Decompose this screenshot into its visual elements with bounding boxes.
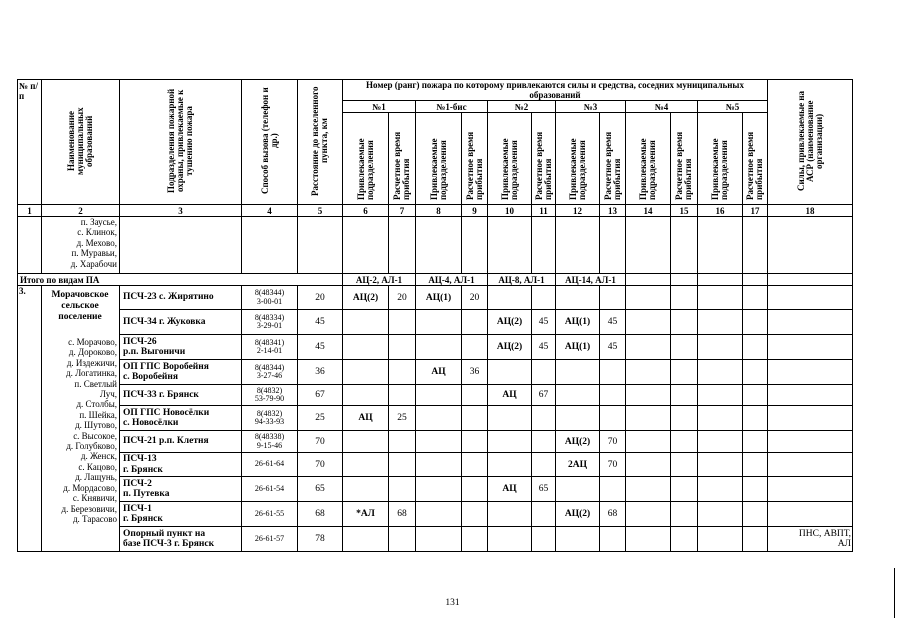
call-phone: 26-61-57 (242, 527, 298, 552)
column-number: 17 (743, 205, 768, 217)
totals-empty-15 (671, 274, 698, 286)
cell-c12 (556, 406, 600, 431)
cell-c17 (743, 310, 768, 335)
table-row (18, 406, 853, 431)
header-sub-time-rank-5 (671, 113, 698, 205)
header-asr (768, 80, 853, 205)
cell-c15 (671, 406, 698, 431)
call-phone: 8(4832) 94-33-93 (242, 406, 298, 431)
cell-c11 (532, 286, 556, 310)
column-number: 1 (18, 205, 42, 217)
cell-c16 (698, 453, 743, 477)
cell-c11: 45 (532, 310, 556, 335)
column-number: 12 (556, 205, 600, 217)
cell-c10: АЦ(2) (488, 335, 532, 360)
cell-c10 (488, 431, 532, 453)
table-row (18, 286, 853, 310)
cell-c16 (698, 406, 743, 431)
table-row (18, 477, 853, 502)
cell-c17 (743, 335, 768, 360)
distance-value: 67 (298, 385, 343, 406)
header-sub-time-text: Расчетное время прибытия (533, 131, 553, 200)
cell-c7: 68 (389, 502, 416, 527)
cell-c7 (389, 477, 416, 502)
cell-c12: АЦ(1) (556, 310, 600, 335)
prev-empty-7 (389, 217, 416, 274)
column-number: 10 (488, 205, 532, 217)
distance-value: 70 (298, 453, 343, 477)
cell-c11: 45 (532, 335, 556, 360)
cell-c16 (698, 286, 743, 310)
header-sub-time-text: Расчетное время прибытия (602, 131, 622, 200)
cell-c9 (462, 502, 488, 527)
rank-4: №4 (626, 101, 698, 113)
prev-empty-15 (671, 217, 698, 274)
cell-c7 (389, 431, 416, 453)
totals-empty-16 (698, 274, 743, 286)
cell-c15 (671, 527, 698, 552)
cell-c14 (626, 360, 671, 385)
cell-c11: 65 (532, 477, 556, 502)
cell-c8: АЦ (416, 360, 462, 385)
cell-c16 (698, 335, 743, 360)
cell-c9: 36 (462, 360, 488, 385)
cell-c11 (532, 406, 556, 431)
distance-value: 45 (298, 335, 343, 360)
cell-c14 (626, 502, 671, 527)
cell-c8 (416, 431, 462, 453)
distance-value: 65 (298, 477, 343, 502)
column-number: 8 (416, 205, 462, 217)
cell-c13 (600, 286, 626, 310)
fire-unit-name: ПСЧ-21 р.п. Клетня (120, 431, 242, 453)
header-sub-time-rank-4 (600, 113, 626, 205)
fire-unit-name: ОП ГПС Новосёлки с. Новосёлки (120, 406, 242, 431)
table-row (18, 527, 853, 552)
cell-c17 (743, 527, 768, 552)
header-sub-units-text: Привлекаемые подразделения (355, 138, 375, 200)
asr-forces (768, 286, 853, 310)
asr-forces (768, 335, 853, 360)
cell-c12: АЦ(2) (556, 431, 600, 453)
cell-c8 (416, 310, 462, 335)
cell-c9: 20 (462, 286, 488, 310)
cell-c8 (416, 335, 462, 360)
cell-c9 (462, 385, 488, 406)
header-sub-units-rank-4 (556, 113, 600, 205)
header-sub-units-text: Привлекаемые подразделения (710, 138, 729, 200)
cell-c11 (532, 360, 556, 385)
cell-c9 (462, 527, 488, 552)
cell-c12 (556, 527, 600, 552)
prev-empty-10 (488, 217, 532, 274)
cell-c12 (556, 286, 600, 310)
header-units (120, 80, 242, 205)
column-number: 13 (600, 205, 626, 217)
cell-c9 (462, 310, 488, 335)
header-sub-time-text: Расчетное время прибытия (674, 131, 693, 200)
cell-c14 (626, 286, 671, 310)
cell-c7: 20 (389, 286, 416, 310)
prev-empty-5 (298, 217, 343, 274)
header-sub-time-rank-1 (389, 113, 416, 205)
header-sub-units-text: Привлекаемые подразделения (567, 138, 587, 200)
cell-c13: 45 (600, 335, 626, 360)
header-sub-units-rank-3 (488, 113, 532, 205)
fire-unit-name: ПСЧ-33 г. Брянск (120, 385, 242, 406)
column-number: 11 (532, 205, 556, 217)
prev-empty-3 (120, 217, 242, 274)
header-sub-units-text: Привлекаемые подразделения (638, 138, 657, 200)
fire-unit-name: ПСЧ-13 г. Брянск (120, 453, 242, 477)
call-phone: 8(48341) 2-14-01 (242, 335, 298, 360)
header-sub-units-rank-5 (626, 113, 671, 205)
cell-c8 (416, 406, 462, 431)
header-sub-time-rank-2 (462, 113, 488, 205)
fire-unit-name: ПСЧ-1 г. Брянск (120, 502, 242, 527)
call-phone: 8(48344) 3-00-01 (242, 286, 298, 310)
column-number: 14 (626, 205, 671, 217)
fire-unit-name: ПСЧ-23 с. Жирятино (120, 286, 242, 310)
cell-c8 (416, 527, 462, 552)
fire-unit-name: ПСЧ-34 г. Жуковка (120, 310, 242, 335)
cell-c13: 70 (600, 453, 626, 477)
prev-empty-17 (743, 217, 768, 274)
cell-c14 (626, 431, 671, 453)
cell-c16 (698, 527, 743, 552)
distance-value: 78 (298, 527, 343, 552)
cell-c6 (343, 335, 389, 360)
section-settlements: с. Морачово, д. Дороково, д. Издежичи, д. Логатинка, п. Светлый Луч, д. Столбы, п. Шейка, д. Шутово, с. Высокое, д. Голубково, д. Женск, с. Кацово, д. Лащунь, д. Мордасово, с. Княвичи, д. Березовичи, д. Тарасово (61, 337, 117, 524)
cell-c10 (488, 502, 532, 527)
cell-c15 (671, 453, 698, 477)
rank-2: №2 (488, 101, 556, 113)
cell-c6 (343, 360, 389, 385)
table-row (18, 335, 853, 360)
rank-5: №5 (698, 101, 768, 113)
cell-c15 (671, 335, 698, 360)
call-phone: 8(48344) 3-27-46 (242, 360, 298, 385)
call-phone: 8(48334) 3-29-01 (242, 310, 298, 335)
cell-c14 (626, 385, 671, 406)
cell-c16 (698, 502, 743, 527)
cell-c12: АЦ(2) (556, 502, 600, 527)
cell-c11 (532, 431, 556, 453)
cell-c7: 25 (389, 406, 416, 431)
prev-empty-14 (626, 217, 671, 274)
section-municipality (42, 286, 120, 552)
cell-c9 (462, 453, 488, 477)
call-phone: 26-61-55 (242, 502, 298, 527)
cell-c17 (743, 360, 768, 385)
prev-num (18, 217, 42, 274)
asr-forces (768, 406, 853, 431)
header-sub-units-rank-2 (416, 113, 462, 205)
cell-c10: АЦ (488, 477, 532, 502)
cell-c8 (416, 453, 462, 477)
cell-c9 (462, 335, 488, 360)
cell-c13: 68 (600, 502, 626, 527)
totals-rank1: АЦ-2, АЛ-1 (343, 274, 416, 286)
asr-forces (768, 502, 853, 527)
cell-c15 (671, 431, 698, 453)
cell-c7 (389, 310, 416, 335)
cell-c9 (462, 477, 488, 502)
prev-empty-12 (556, 217, 600, 274)
distance-value: 36 (298, 360, 343, 385)
cell-c16 (698, 360, 743, 385)
cell-c13 (600, 527, 626, 552)
cell-c13 (600, 385, 626, 406)
cell-c14 (626, 477, 671, 502)
cell-c15 (671, 360, 698, 385)
rank-1bis: №1-бис (416, 101, 488, 113)
prev-empty-8 (416, 217, 462, 274)
cell-c6 (343, 527, 389, 552)
cell-c17 (743, 431, 768, 453)
cell-c11: 67 (532, 385, 556, 406)
header-call (242, 80, 298, 205)
cell-c17 (743, 453, 768, 477)
cell-c13: 45 (600, 310, 626, 335)
cell-c6: АЦ(2) (343, 286, 389, 310)
cell-c6 (343, 431, 389, 453)
cell-c14 (626, 310, 671, 335)
cell-c12 (556, 360, 600, 385)
cell-c10 (488, 286, 532, 310)
totals-rank2: АЦ-8, АЛ-1 (488, 274, 556, 286)
call-phone: 26-61-54 (242, 477, 298, 502)
cell-c11 (532, 527, 556, 552)
cell-c17 (743, 406, 768, 431)
rank-3: №3 (556, 101, 626, 113)
fire-unit-name: ПСЧ-26 р.п. Выгоничи (120, 335, 242, 360)
column-number: 18 (768, 205, 853, 217)
cell-c15 (671, 286, 698, 310)
totals-label: Итого по видам ПА (18, 274, 343, 286)
cell-c6 (343, 477, 389, 502)
header-sub-time-text: Расчетное время прибытия (745, 131, 764, 200)
cell-c9 (462, 406, 488, 431)
prev-empty-16 (698, 217, 743, 274)
column-number: 2 (42, 205, 120, 217)
prev-empty-6 (343, 217, 389, 274)
prev-settlements-text: п. Заусье, с. Клинок, д. Мехово, п. Муравьи, д. Харабочи (70, 217, 117, 269)
asr-forces: ПНС, АВПТ, АЛ (768, 527, 853, 552)
cell-c8: АЦ(1) (416, 286, 462, 310)
distance-value: 68 (298, 502, 343, 527)
column-number: 9 (462, 205, 488, 217)
prev-empty-18 (768, 217, 853, 274)
cell-c6: АЦ (343, 406, 389, 431)
cell-c7 (389, 335, 416, 360)
header-num-text: № п/п (19, 81, 38, 101)
call-phone: 8(4832) 53-79-90 (242, 385, 298, 406)
asr-forces (768, 360, 853, 385)
cell-c11 (532, 502, 556, 527)
cell-c10: АЦ (488, 385, 532, 406)
cell-c17 (743, 502, 768, 527)
cell-c14 (626, 527, 671, 552)
cell-c15 (671, 385, 698, 406)
cell-c16 (698, 310, 743, 335)
cell-c7 (389, 453, 416, 477)
cell-c17 (743, 385, 768, 406)
cell-c13 (600, 406, 626, 431)
prev-empty-4 (242, 217, 298, 274)
header-sub-time-text: Расчетное время прибытия (464, 131, 484, 200)
cell-c6 (343, 385, 389, 406)
call-phone: 26-61-64 (242, 453, 298, 477)
call-phone: 8(48338) 9-15-46 (242, 431, 298, 453)
table-row (18, 310, 853, 335)
distance-value: 45 (298, 310, 343, 335)
table-row (18, 385, 853, 406)
asr-forces (768, 453, 853, 477)
column-number: 5 (298, 205, 343, 217)
table-row (18, 453, 853, 477)
cell-c10 (488, 360, 532, 385)
margin-line (894, 568, 895, 618)
distance-value: 25 (298, 406, 343, 431)
cell-c16 (698, 431, 743, 453)
totals-empty-18 (768, 274, 853, 286)
cell-c7 (389, 385, 416, 406)
header-sub-units-rank-1 (343, 113, 389, 205)
page-number: 131 (445, 598, 460, 608)
column-number: 3 (120, 205, 242, 217)
cell-c17 (743, 477, 768, 502)
header-sub-units-text: Привлекаемые подразделения (428, 138, 448, 200)
header-distance (298, 80, 343, 205)
header-sub-time-rank-3 (532, 113, 556, 205)
distance-value: 70 (298, 431, 343, 453)
asr-forces (768, 385, 853, 406)
cell-c15 (671, 502, 698, 527)
cell-c16 (698, 385, 743, 406)
cell-c6 (343, 453, 389, 477)
cell-c14 (626, 453, 671, 477)
cell-c8 (416, 385, 462, 406)
totals-rank3: АЦ-14, АЛ-1 (556, 274, 626, 286)
cell-c6 (343, 310, 389, 335)
totals-rank1bis: АЦ-4, АЛ-1 (416, 274, 488, 286)
section-num: 3. (18, 286, 42, 552)
header-sub-time-text: Расчетное время прибытия (392, 131, 411, 200)
cell-c7 (389, 360, 416, 385)
table-row (18, 502, 853, 527)
header-sub-units-rank-6 (698, 113, 743, 205)
cell-c14 (626, 406, 671, 431)
header-rank: Номер (ранг) пожара по которому привлекаются силы и средства, соседних муниципальных образований (343, 80, 768, 101)
column-number: 15 (671, 205, 698, 217)
cell-c10 (488, 406, 532, 431)
asr-forces (768, 431, 853, 453)
cell-c6: *АЛ (343, 502, 389, 527)
cell-c17 (743, 286, 768, 310)
table-row (18, 360, 853, 385)
header-asr-text: Силы, привлекаемые на АСР (наименование организации) (795, 90, 824, 192)
column-number: 16 (698, 205, 743, 217)
header-municipality-text: Наименование муниципальных образований (66, 107, 94, 175)
prev-empty-9 (462, 217, 488, 274)
cell-c13: 70 (600, 431, 626, 453)
totals-empty-17 (743, 274, 768, 286)
prev-empty-13 (600, 217, 626, 274)
cell-c10 (488, 453, 532, 477)
cell-c10 (488, 527, 532, 552)
asr-forces (768, 310, 853, 335)
header-sub-units-text: Привлекаемые подразделения (499, 138, 519, 200)
rank-1: №1 (343, 101, 416, 113)
header-distance-text: Расстояние до населенного пункта, км (310, 86, 329, 196)
header-num (18, 80, 42, 205)
cell-c7 (389, 527, 416, 552)
distance-value: 20 (298, 286, 343, 310)
table-row (18, 431, 853, 453)
fire-unit-name: Опорный пункт на базе ПСЧ-3 г. Брянск (120, 527, 242, 552)
fire-unit-name: ПСЧ-2 п. Путевка (120, 477, 242, 502)
cell-c12: 2АЦ (556, 453, 600, 477)
cell-c13 (600, 360, 626, 385)
section-name: Морачовское сельское поселение (51, 290, 109, 322)
fire-deployment-table (17, 79, 853, 552)
cell-c12 (556, 385, 600, 406)
column-number: 6 (343, 205, 389, 217)
header-municipality (42, 80, 120, 205)
column-number: 4 (242, 205, 298, 217)
cell-c11 (532, 453, 556, 477)
cell-c15 (671, 310, 698, 335)
fire-unit-name: ОП ГПС Воробейня с. Воробейня (120, 360, 242, 385)
cell-c13 (600, 477, 626, 502)
prev-settlements (42, 217, 120, 274)
cell-c15 (671, 477, 698, 502)
column-number: 7 (389, 205, 416, 217)
header-sub-time-rank-6 (743, 113, 768, 205)
header-units-text: Подразделения пожарной охраны, привлекаемые к тушению пожара (166, 88, 194, 194)
cell-c12 (556, 477, 600, 502)
cell-c12: АЦ(1) (556, 335, 600, 360)
asr-forces (768, 477, 853, 502)
cell-c8 (416, 502, 462, 527)
cell-c16 (698, 477, 743, 502)
totals-empty-14 (626, 274, 671, 286)
prev-empty-11 (532, 217, 556, 274)
cell-c10: АЦ(2) (488, 310, 532, 335)
cell-c9 (462, 431, 488, 453)
header-call-text: Способ вызова (телефон и др.) (259, 87, 279, 195)
cell-c14 (626, 335, 671, 360)
cell-c8 (416, 477, 462, 502)
